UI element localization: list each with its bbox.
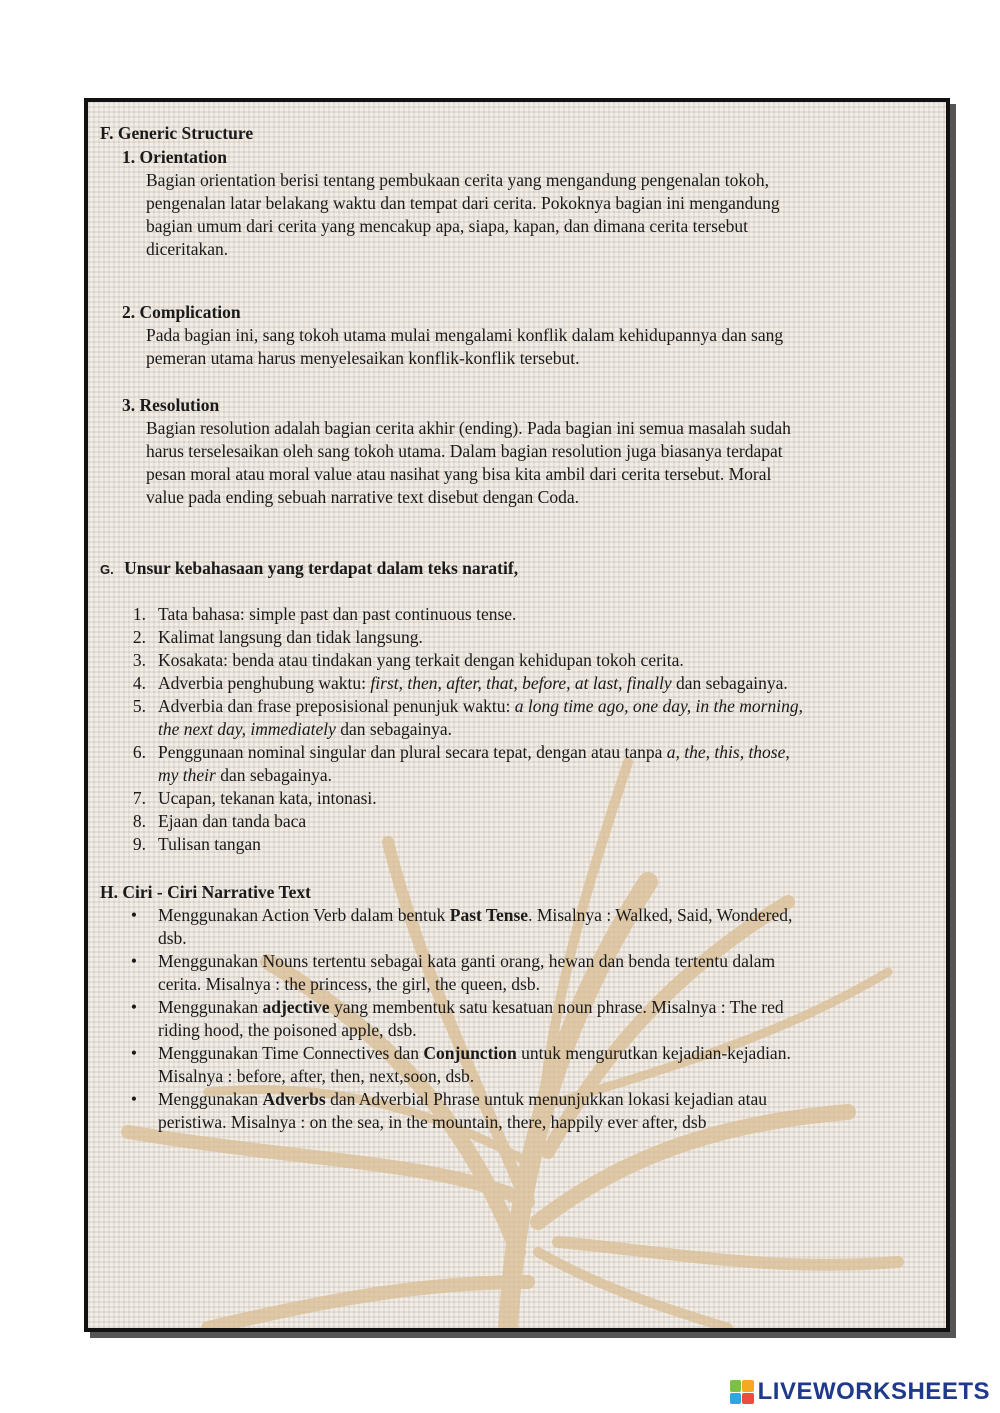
bullet-text-continued: cerita. Misalnya : the princess, the girl, the queen, dsb. xyxy=(158,974,540,994)
resolution-paragraph xyxy=(146,417,791,509)
worksheet-content xyxy=(88,102,946,1328)
text-run: Adverbia penghubung waktu: xyxy=(158,673,371,693)
text-line: pengenalan latar belakang waktu dan tempat dari cerita. Pokoknya bagian ini mengandung xyxy=(146,193,780,213)
italic-run: the next day, immediately xyxy=(158,719,336,739)
bullet-text xyxy=(158,996,784,1019)
bullet-text-continued: riding hood, the poisoned apple, dsb. xyxy=(158,1020,417,1040)
italic-run: my their xyxy=(158,765,216,785)
text-run: Menggunakan xyxy=(158,997,263,1017)
liveworksheets-logo-icon xyxy=(730,1380,754,1404)
bullet-text-continued: dsb. xyxy=(158,928,187,948)
text-run: Menggunakan Action Verb dalam bentuk xyxy=(158,905,450,925)
text-run: . Misalnya : Walked, Said, Wondered, xyxy=(528,905,793,925)
text-run: yang membentuk satu kesatuan noun phrase. Misalnya : The red xyxy=(329,997,784,1017)
text-run: Penggunaan nominal singular dan plural secara tepat, dengan atau tanpa xyxy=(158,742,667,762)
worksheet-page xyxy=(84,98,950,1332)
text-run: untuk mengurutkan kejadian-kejadian. xyxy=(516,1043,791,1063)
list-number: 6. xyxy=(132,742,146,762)
bold-run: Adverbs xyxy=(262,1089,326,1109)
text-line: pesan moral atau moral value atau nasihat yang bisa kita ambil dari cerita tersebut. Moral xyxy=(146,464,772,484)
bullet-glyph: • xyxy=(130,905,138,925)
resolution-title: 3. Resolution xyxy=(122,395,220,415)
orientation-title: 1. Orientation xyxy=(122,147,227,167)
list-number: 8. xyxy=(132,811,146,831)
italic-run: a, the, this, those, xyxy=(666,742,790,762)
bullet-glyph: • xyxy=(130,1043,138,1063)
bold-run: Conjunction xyxy=(423,1043,517,1063)
list-text xyxy=(158,741,790,764)
list-text xyxy=(158,672,788,695)
list-number: 1. xyxy=(132,604,146,624)
text-run: Adverbia dan frase preposisional penunjuk waktu: xyxy=(158,696,515,716)
text-line: diceritakan. xyxy=(146,239,229,259)
text-run: dan sebagainya. xyxy=(671,673,788,693)
bullet-glyph: • xyxy=(130,1089,138,1109)
section-g-title: Unsur kebahasaan yang terdapat dalam teks naratif, xyxy=(124,558,519,578)
text-line: bagian umum dari cerita yang mencakup apa, siapa, kapan, dan dimana cerita tersebut xyxy=(146,216,749,236)
text-run: Menggunakan Time Connectives dan xyxy=(158,1043,424,1063)
bullet-text xyxy=(158,1088,767,1111)
text-run: Menggunakan xyxy=(158,1089,263,1109)
list-text: Tata bahasa: simple past dan past continuous tense. xyxy=(158,604,517,624)
list-number: 7. xyxy=(132,788,146,808)
italic-run: a long time ago, one day, in the morning, xyxy=(514,696,803,716)
list-number: 3. xyxy=(132,650,146,670)
text-run: dan sebagainya. xyxy=(215,765,332,785)
text-run: dan Adverbial Phrase untuk menunjukkan lokasi kejadian atau xyxy=(325,1089,767,1109)
bullet-text-continued: Misalnya : before, after, then, next,soon, dsb. xyxy=(158,1066,475,1086)
italic-run: first, then, after, that, before, at last, finally xyxy=(370,673,672,693)
bullet-glyph: • xyxy=(130,997,138,1017)
list-number: 9. xyxy=(132,834,146,854)
text-line: harus terselesaikan oleh sang tokoh utama. Dalam bagian resolution juga biasanya terdapat xyxy=(146,441,783,461)
section-h-heading: H. Ciri - Ciri Narrative Text xyxy=(100,882,311,902)
section-f-heading: F. Generic Structure xyxy=(100,123,254,143)
bullet-text-continued: peristiwa. Misalnya : on the sea, in the mountain, there, happily ever after, dsb xyxy=(158,1112,707,1132)
section-g-heading xyxy=(100,557,518,581)
liveworksheets-logo xyxy=(730,1377,990,1407)
text-run: Menggunakan Nouns tertentu sebagai kata ganti orang, hewan dan benda tertentu dalam xyxy=(158,951,776,971)
text-line: Bagian resolution adalah bagian cerita akhir (ending). Pada bagian ini semua masalah sudah xyxy=(146,418,791,438)
liveworksheets-logo-text: LIVEWORKSHEETS xyxy=(757,1378,990,1405)
text-line: Bagian orientation berisi tentang pembukaan cerita yang mengandung pengenalan tokoh, xyxy=(146,170,769,190)
bullet-glyph: • xyxy=(130,951,138,971)
list-text: Kosakata: benda atau tindakan yang terkait dengan kehidupan tokoh cerita. xyxy=(158,650,684,670)
text-line: pemeran utama harus menyelesaikan konflik-konflik tersebut. xyxy=(146,348,580,368)
list-text-continued xyxy=(158,718,452,741)
list-number: 2. xyxy=(132,627,146,647)
list-text xyxy=(158,695,803,718)
text-run: dan sebagainya. xyxy=(335,719,452,739)
list-text: Ucapan, tekanan kata, intonasi. xyxy=(158,788,377,808)
section-g-label: G. xyxy=(100,562,114,577)
bullet-text xyxy=(158,950,775,973)
list-text: Tulisan tangan xyxy=(158,834,261,854)
list-number: 5. xyxy=(132,696,146,716)
list-text: Kalimat langsung dan tidak langsung. xyxy=(158,627,423,647)
list-number: 4. xyxy=(132,673,146,693)
list-text: Ejaan dan tanda baca xyxy=(158,811,307,831)
bullet-text xyxy=(158,1042,791,1065)
complication-title: 2. Complication xyxy=(122,302,241,322)
complication-paragraph xyxy=(146,324,783,370)
bold-run: adjective xyxy=(262,997,330,1017)
bullet-text xyxy=(158,904,792,927)
list-text-continued xyxy=(158,764,332,787)
text-line: value pada ending sebuah narrative text disebut dengan Coda. xyxy=(146,487,579,507)
orientation-paragraph xyxy=(146,169,780,261)
bold-run: Past Tense xyxy=(449,905,529,925)
text-line: Pada bagian ini, sang tokoh utama mulai mengalami konflik dalam kehidupannya dan sang xyxy=(146,325,784,345)
